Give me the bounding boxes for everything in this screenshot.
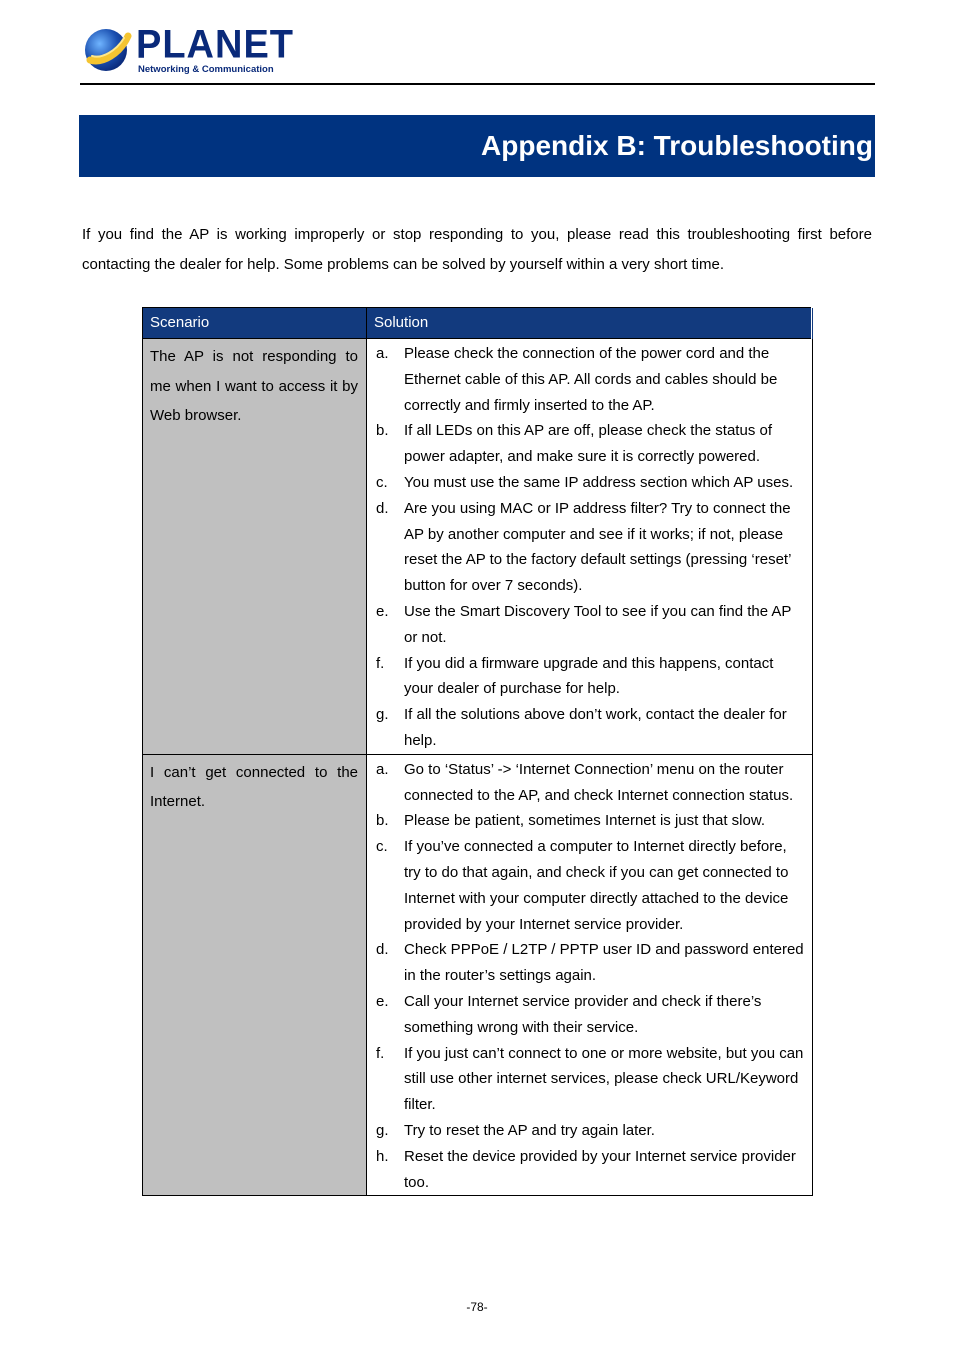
- troubleshooting-table: [142, 307, 814, 1196]
- solution-item: [376, 834, 806, 937]
- table-row: [143, 754, 813, 1196]
- solution-item: [376, 1118, 806, 1144]
- solution-text: If you’ve connected a computer to Internet directly before, try to do that again, and check if you can get connected to Internet with your computer directly attached to the device provided by your Internet service provider.: [404, 838, 789, 933]
- solution-text: You must use the same IP address section which AP uses.: [404, 473, 794, 491]
- solution-letter: a.: [376, 760, 389, 778]
- solution-item: [376, 1041, 806, 1118]
- brand-name: PLANET: [136, 22, 294, 68]
- solution-text: Please be patient, sometimes Internet is just that slow.: [404, 812, 766, 830]
- column-header-solution: [367, 308, 813, 339]
- solution-item: [376, 937, 806, 989]
- planet-logo: [82, 22, 294, 78]
- solution-letter: b.: [376, 812, 389, 830]
- globe-icon: [82, 24, 134, 76]
- solution-letter: f.: [376, 654, 385, 672]
- solution-item: [376, 702, 806, 754]
- solution-letter: c.: [376, 838, 388, 856]
- header-label: Scenario: [150, 314, 210, 331]
- solution-letter: g.: [376, 1121, 389, 1139]
- brand-tagline: Networking & Communication: [138, 64, 274, 75]
- solution-cell: [367, 339, 813, 755]
- header-divider: [80, 83, 875, 85]
- intro-paragraph: If you find the AP is working improperly or stop responding to you, please read this troubleshooting first before contacting the dealer for help. Some problems can be solved by yourself within a very short time.: [82, 226, 872, 273]
- title-banner: [79, 115, 875, 177]
- solution-text: Check PPPoE / L2TP / PPTP user ID and password entered in the router’s settings again.: [404, 941, 804, 985]
- page-title: Appendix B: Troubleshooting: [481, 130, 873, 161]
- solution-letter: e.: [376, 992, 389, 1010]
- solution-text: Try to reset the AP and try again later.: [404, 1121, 655, 1139]
- solution-text: If all the solutions above don’t work, contact the dealer for help.: [404, 706, 787, 749]
- solution-letter: h.: [376, 1147, 389, 1165]
- solution-text: Reset the device provided by your Internet service provider too.: [404, 1147, 796, 1191]
- solution-letter: e.: [376, 602, 389, 620]
- solution-item: [376, 1144, 806, 1196]
- solution-text: If you did a firmware upgrade and this happens, contact your dealer of purchase for help.: [404, 654, 774, 698]
- solution-text: Please check the connection of the power cord and the Ethernet cable of this AP. All cords and cables should be correctly and firmly inserted to the AP.: [404, 345, 778, 414]
- solution-text: If you just can’t connect to one or more website, but you can still use other internet services, please check URL/Keyword filter.: [404, 1044, 804, 1114]
- solution-cell: [367, 754, 813, 1196]
- solution-item: [376, 470, 806, 496]
- scenario-cell: [143, 339, 367, 755]
- table-header-row: [143, 308, 813, 339]
- solution-item: [376, 341, 806, 418]
- solution-letter: f.: [376, 1044, 385, 1062]
- solution-text: Call your Internet service provider and check if there’s something wrong with their service.: [404, 992, 762, 1036]
- solution-letter: d.: [376, 941, 389, 959]
- solution-item: [376, 651, 806, 703]
- solution-text: Are you using MAC or IP address filter? Try to connect the AP by another computer and see if it works; if not, please reset the AP to the factory default settings (pressing ‘reset’ button for over 7 seconds).: [404, 499, 791, 595]
- solution-letter: c.: [376, 473, 388, 491]
- solution-letter: a.: [376, 345, 389, 362]
- solution-letter: g.: [376, 706, 389, 724]
- solution-letter: b.: [376, 422, 389, 440]
- scenario-text: The AP is not responding to me when I want to access it by Web browser.: [150, 348, 358, 424]
- solution-text: Go to ‘Status’ -> ‘Internet Connection’ menu on the router connected to the AP, and check Internet connection status.: [404, 760, 794, 804]
- solution-text: Use the Smart Discovery Tool to see if you can find the AP or not.: [404, 602, 792, 646]
- solution-item: [376, 418, 806, 470]
- header-label: Solution: [374, 314, 429, 331]
- solution-letter: d.: [376, 499, 389, 517]
- solution-item: [376, 496, 806, 599]
- table-row: [143, 339, 813, 755]
- solution-item: [376, 989, 806, 1041]
- solution-text: If all LEDs on this AP are off, please check the status of power adapter, and make sure it is correctly powered.: [404, 422, 772, 466]
- column-header-scenario: [143, 308, 367, 339]
- solution-item: [376, 599, 806, 651]
- solution-item: [376, 757, 806, 809]
- solution-item: [376, 808, 806, 834]
- scenario-cell: [143, 754, 367, 1196]
- scenario-text: I can’t get connected to the Internet.: [150, 763, 358, 811]
- page-number: -78-: [466, 1300, 488, 1314]
